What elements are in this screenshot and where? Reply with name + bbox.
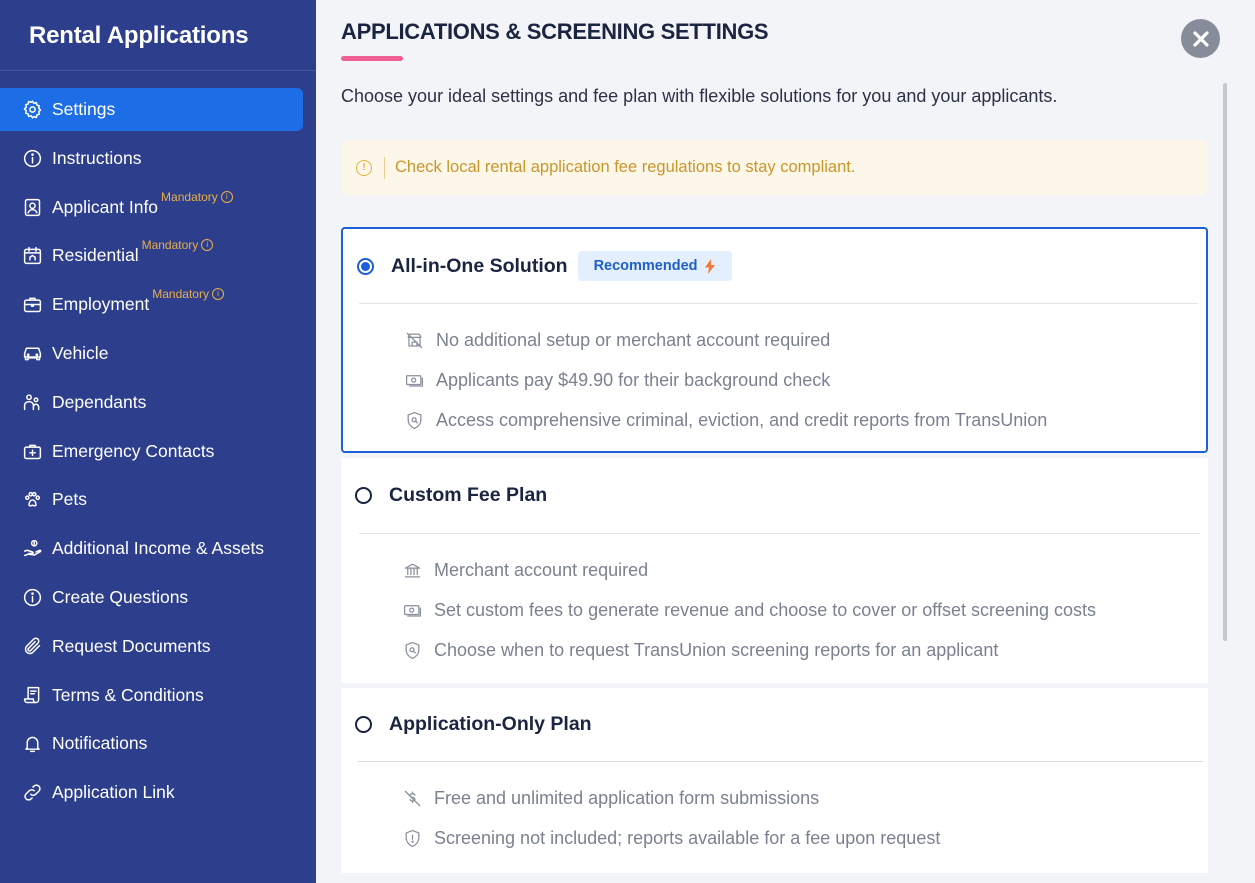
info-icon: i bbox=[201, 239, 213, 251]
hand-coin-icon bbox=[21, 538, 43, 560]
sidebar-item-application-link[interactable] bbox=[0, 771, 303, 814]
shield-search-icon bbox=[405, 411, 424, 430]
sidebar-item-instructions[interactable] bbox=[0, 137, 303, 180]
feature-item bbox=[403, 630, 1208, 670]
mandatory-tag bbox=[161, 190, 233, 204]
contract-icon bbox=[21, 684, 43, 706]
sidebar-item-terms-conditions[interactable] bbox=[0, 674, 303, 717]
plan-name: All-in-One Solution bbox=[391, 254, 568, 277]
feature-item bbox=[405, 400, 1206, 440]
bell-icon bbox=[21, 733, 43, 755]
lightning-icon bbox=[704, 259, 716, 274]
recommended-badge bbox=[578, 251, 732, 281]
close-icon bbox=[1192, 30, 1210, 48]
scrollbar[interactable] bbox=[1223, 83, 1227, 641]
sidebar-item-label: Request Documents bbox=[52, 635, 211, 656]
sidebar bbox=[0, 0, 316, 883]
plan-features bbox=[341, 534, 1208, 670]
sidebar-item-settings[interactable] bbox=[0, 88, 303, 131]
sidebar-item-additional-income[interactable] bbox=[0, 527, 303, 570]
feature-text: Merchant account required bbox=[434, 559, 649, 580]
mandatory-tag bbox=[152, 287, 224, 301]
title-underline bbox=[341, 56, 403, 61]
sidebar-item-label: Notifications bbox=[52, 733, 148, 754]
feature-text: Access comprehensive criminal, eviction, and credit reports from TransUnion bbox=[436, 409, 1048, 430]
sidebar-nav bbox=[0, 88, 316, 820]
no-merchant-icon bbox=[405, 331, 424, 350]
sidebar-item-vehicle[interactable] bbox=[0, 332, 303, 375]
plan-radio-custom-fee[interactable] bbox=[355, 487, 372, 504]
page-subtitle: Choose your ideal settings and fee plan with flexible solutions for you and your applicants. bbox=[341, 86, 1058, 106]
mandatory-label: Mandatory bbox=[161, 189, 218, 204]
compliance-notice bbox=[341, 140, 1208, 195]
mandatory-tag bbox=[142, 238, 214, 252]
mandatory-label: Mandatory bbox=[152, 287, 209, 302]
feature-text: Screening not included; reports available for a fee upon request bbox=[434, 827, 941, 848]
feature-text: Choose when to request TransUnion screening reports for an applicant bbox=[434, 639, 999, 660]
sidebar-item-label: Dependants bbox=[52, 391, 147, 412]
main-panel bbox=[316, 0, 1255, 883]
sidebar-item-label: Emergency Contacts bbox=[52, 440, 215, 461]
page-title: APPLICATIONS & SCREENING SETTINGS bbox=[341, 19, 769, 44]
sidebar-item-label: Application Link bbox=[52, 782, 175, 803]
feature-text: Free and unlimited application form submissions bbox=[434, 787, 820, 808]
plan-name: Custom Fee Plan bbox=[389, 484, 548, 506]
plan-radio-all-in-one[interactable] bbox=[357, 258, 374, 275]
info-icon: i bbox=[221, 191, 233, 203]
close-button[interactable] bbox=[1181, 19, 1220, 58]
cash-icon bbox=[405, 371, 424, 390]
gear-icon bbox=[21, 99, 43, 121]
info-icon: i bbox=[212, 288, 224, 300]
sidebar-item-create-questions[interactable] bbox=[0, 576, 303, 619]
feature-item bbox=[403, 590, 1208, 630]
sidebar-item-label: Pets bbox=[52, 489, 88, 510]
sidebar-item-label: Create Questions bbox=[52, 586, 189, 607]
cash-icon bbox=[403, 601, 422, 620]
id-badge-icon bbox=[21, 196, 43, 218]
shield-alert-icon bbox=[403, 829, 422, 848]
plan-features bbox=[343, 304, 1206, 440]
sidebar-item-notifications[interactable] bbox=[0, 722, 303, 765]
feature-item bbox=[403, 778, 1208, 818]
plan-header bbox=[343, 229, 1206, 303]
sidebar-item-applicant-info[interactable] bbox=[0, 186, 303, 229]
feature-text: No additional setup or merchant account required bbox=[436, 329, 831, 350]
no-fee-icon bbox=[403, 789, 422, 808]
paw-icon bbox=[21, 489, 43, 511]
sidebar-item-label: Additional Income & Assets bbox=[52, 538, 265, 559]
plan-header bbox=[341, 688, 1208, 761]
sidebar-item-label: Applicant Info bbox=[52, 196, 159, 217]
shield-search-icon bbox=[403, 641, 422, 660]
sidebar-item-label: Settings bbox=[52, 99, 116, 119]
feature-item bbox=[403, 550, 1208, 590]
sidebar-item-label: Terms & Conditions bbox=[52, 684, 204, 705]
mandatory-label: Mandatory bbox=[141, 238, 199, 253]
sidebar-item-label: Residential bbox=[52, 245, 139, 266]
feature-item bbox=[405, 320, 1206, 360]
medical-kit-icon bbox=[21, 440, 43, 462]
notice-text: Check local rental application fee regulations to stay compliant. bbox=[395, 158, 856, 176]
sidebar-item-emergency-contacts[interactable] bbox=[0, 430, 303, 473]
badge-label: Recommended bbox=[593, 258, 698, 274]
warning-icon: ! bbox=[356, 160, 372, 176]
paperclip-icon bbox=[21, 635, 43, 657]
plan-radio-application-only[interactable] bbox=[355, 716, 372, 733]
sidebar-item-label: Instructions bbox=[52, 147, 142, 168]
plan-header bbox=[341, 458, 1208, 533]
sidebar-item-label: Employment bbox=[52, 294, 150, 315]
bank-icon bbox=[403, 561, 422, 580]
sidebar-title: Rental Applications bbox=[0, 0, 316, 71]
feature-text: Set custom fees to generate revenue and choose to cover or offset screening costs bbox=[434, 599, 1097, 620]
plan-card-application-only[interactable] bbox=[341, 688, 1208, 873]
plan-card-all-in-one[interactable] bbox=[341, 227, 1208, 453]
sidebar-item-pets[interactable] bbox=[0, 478, 303, 521]
sidebar-item-label: Vehicle bbox=[52, 342, 109, 363]
family-icon bbox=[21, 391, 43, 413]
car-icon bbox=[21, 342, 43, 364]
plan-card-custom-fee[interactable] bbox=[341, 458, 1208, 683]
feature-item bbox=[405, 360, 1206, 400]
feature-item bbox=[403, 818, 1208, 858]
plan-name: Application-Only Plan bbox=[389, 713, 592, 735]
info-icon bbox=[21, 147, 43, 169]
sidebar-item-employment[interactable] bbox=[0, 283, 303, 326]
notice-divider bbox=[384, 157, 385, 179]
feature-text: Applicants pay $49.90 for their background check bbox=[436, 369, 831, 390]
calendar-home-icon bbox=[21, 245, 43, 267]
link-icon bbox=[21, 782, 43, 804]
sidebar-item-request-documents[interactable] bbox=[0, 625, 303, 668]
plan-features bbox=[341, 762, 1208, 858]
sidebar-item-residential[interactable] bbox=[0, 234, 303, 277]
sidebar-item-dependants[interactable] bbox=[0, 381, 303, 424]
info-icon bbox=[21, 586, 43, 608]
briefcase-icon bbox=[21, 294, 43, 316]
